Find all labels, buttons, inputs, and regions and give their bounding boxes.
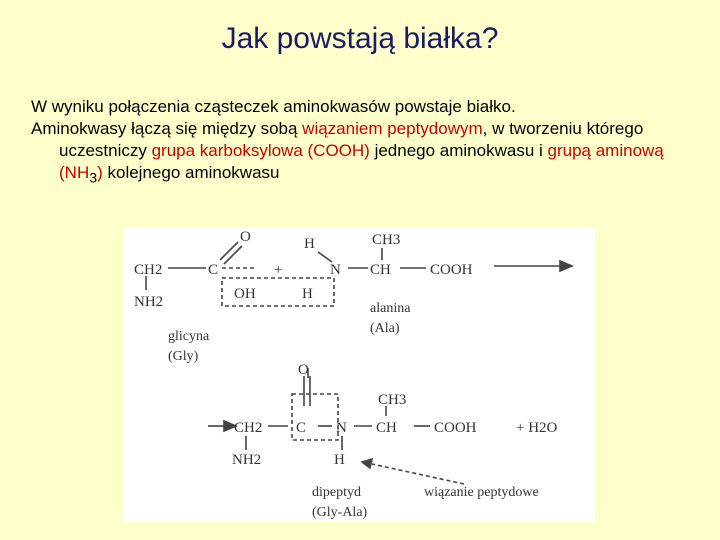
top-n: N (330, 262, 341, 278)
top-h-lower: H (302, 286, 313, 302)
reaction-svg (124, 228, 595, 521)
bottom-cooh: COOH (434, 420, 477, 436)
paragraph-2 (31, 118, 671, 189)
bottom-h: H (334, 452, 345, 468)
label-alanina: alanina (370, 301, 411, 316)
peptide-bond-diagram (124, 228, 595, 521)
p2-part3: jednego aminokwasu i (369, 141, 548, 160)
top-ch2: CH2 (134, 262, 163, 278)
top-ch3: CH3 (372, 232, 401, 248)
bottom-ch3: CH3 (378, 392, 407, 408)
paragraph-1: W wyniku połączenia cząsteczek aminokwasów powstaje białko. (31, 97, 516, 116)
top-oh: OH (234, 286, 256, 302)
label-gly: (Gly) (168, 349, 199, 364)
top-nh2: NH2 (134, 294, 164, 310)
bottom-o: O (298, 362, 309, 378)
top-cooh: COOH (430, 262, 473, 278)
p2-highlight-amine: grupą aminową (NH (59, 141, 664, 182)
label-dipeptyd: dipeptyd (312, 485, 361, 500)
bottom-c: C (296, 420, 307, 436)
p2-highlight-amine-end: ) (97, 163, 103, 182)
p2-highlight-peptide-bond: wiązaniem peptydowym (302, 119, 483, 138)
bottom-plus-h2o: + H2O (516, 420, 558, 436)
label-gly-ala: (Gly-Ala) (312, 505, 368, 520)
body-text (31, 96, 671, 189)
top-ch: CH (370, 262, 391, 278)
bottom-ch2: CH2 (234, 420, 263, 436)
label-glicyna: glicyna (168, 329, 210, 344)
p2-part4: kolejnego aminokwasu (102, 163, 280, 182)
top-o: O (240, 229, 251, 245)
p2-part2: , w tworzeniu którego uczestniczy (59, 119, 644, 160)
p2-part1: Aminokwasy łączą się między sobą (31, 119, 303, 138)
top-plus: + (274, 262, 283, 278)
top-c: C (208, 262, 219, 278)
p2-highlight-carboxyl: grupa karboksylowa (COOH) (151, 141, 370, 160)
label-ala: (Ala) (370, 321, 400, 336)
bottom-nh2: NH2 (232, 452, 262, 468)
label-wiazanie-peptydowe: wiązanie peptydowe (424, 485, 539, 500)
top-h-upper: H (304, 236, 315, 252)
bottom-ch: CH (376, 420, 397, 436)
bottom-n: N (336, 420, 347, 436)
page-title: Jak powstają białka? (221, 22, 499, 55)
p2-highlight-amine-sub: 3 (89, 170, 98, 187)
